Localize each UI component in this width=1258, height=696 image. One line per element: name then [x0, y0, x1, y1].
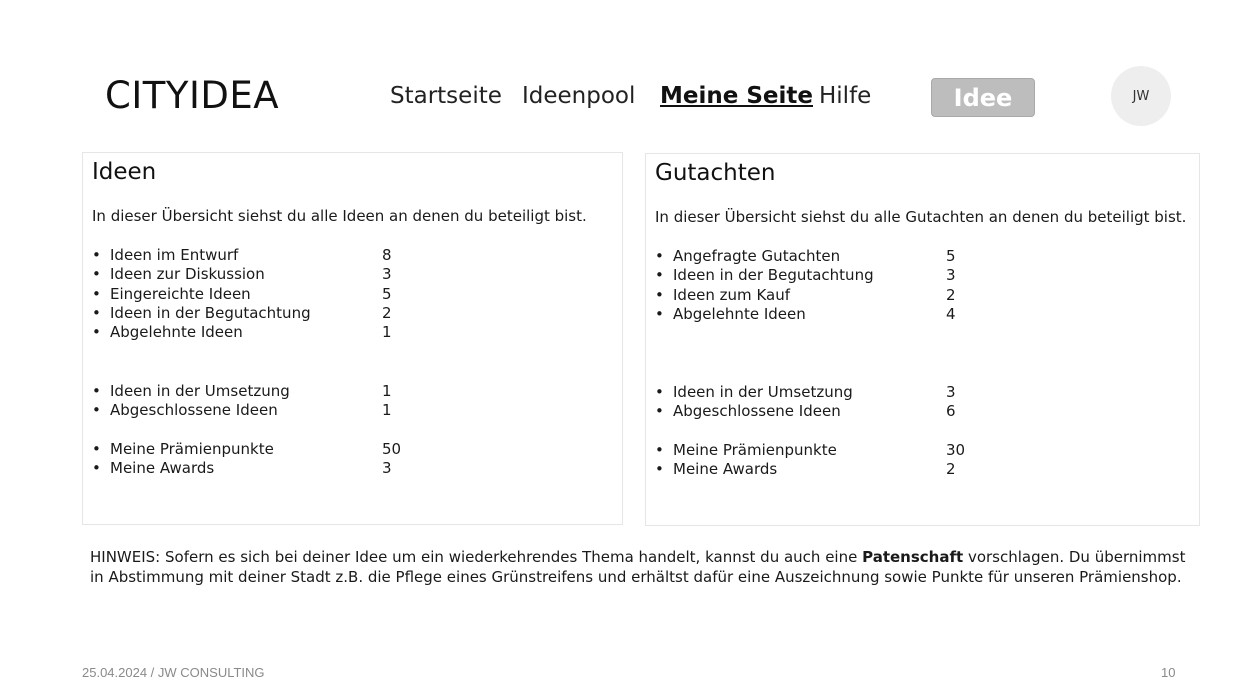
page-number: 10	[1161, 665, 1176, 680]
bullet-icon: •	[655, 402, 664, 421]
gutachten-intro: In dieser Übersicht siehst du alle Gutachten an denen du beteiligt bist.	[655, 208, 1187, 226]
gutachten-title: Gutachten	[655, 160, 776, 186]
bullet-icon: •	[92, 401, 101, 420]
ideen-panel: Ideen In dieser Übersicht siehst du alle Ideen an denen du beteiligt bist. • Ideen im Entwurf 8 • Ideen zur Diskussion 3 • Eingereichte Ideen 5 • Ideen in der Begutachtung 2 • Abgelehnte Ideen 1 • Ideen in der Umsetzung 1 • Abgeschlossene Ideen 1 • Meine Prämienpunkte 50 • Meine Awards 3	[82, 152, 623, 525]
bullet-icon: •	[655, 304, 664, 323]
gutachten-panel: Gutachten In dieser Übersicht siehst du alle Gutachten an denen du beteiligt bist. • Angefragte Gutachten 5 • Ideen in der Begutachtung 3 • Ideen zum Kauf 2 • Abgelehnte Ideen 4 • Ideen in der Umsetzung 3 • Abgeschlossene Ideen 6 • Meine Prämienpunkte 30 • Meine Awards 2	[645, 153, 1200, 526]
bullet-icon: •	[655, 460, 664, 479]
bullet-icon: •	[655, 285, 664, 304]
bullet-icon: •	[655, 441, 664, 459]
ideen-title: Ideen	[92, 159, 157, 185]
bullet-icon: •	[92, 382, 101, 400]
logo[interactable]: CITYIDEA	[105, 74, 280, 117]
bullet-icon: •	[92, 265, 101, 284]
bullet-icon: •	[655, 383, 664, 401]
bullet-icon: •	[92, 246, 101, 264]
nav-meine-seite[interactable]: Meine Seite	[660, 83, 813, 109]
bullet-icon: •	[92, 303, 101, 322]
nav-hilfe[interactable]: Hilfe	[819, 83, 872, 109]
bullet-icon: •	[92, 440, 101, 458]
bullet-icon: •	[655, 247, 664, 265]
ideen-intro: In dieser Übersicht siehst du alle Ideen an denen du beteiligt bist.	[92, 207, 587, 225]
hint-text: HINWEIS: Sofern es sich bei deiner Idee um ein wiederkehrendes Thema handelt, kannst du auch eine Patenschaft vorschlagen. Du übernimmst in Abstimmung mit deiner Stadt z.B. die Pflege eines Grünstreifens und erhältst dafür eine Auszeichnung sowie Punkte für unseren Prämienshop.	[90, 548, 1186, 586]
footer-date-company: 25.04.2024 / JW CONSULTING	[82, 665, 265, 680]
patenschaft-link[interactable]: Patenschaft	[862, 548, 964, 566]
bullet-icon: •	[92, 323, 101, 342]
new-idee-button[interactable]: Idee	[931, 78, 1035, 117]
nav-ideenpool[interactable]: Ideenpool	[522, 83, 636, 109]
nav-startseite[interactable]: Startseite	[390, 83, 502, 109]
avatar[interactable]: JW	[1111, 66, 1171, 126]
bullet-icon: •	[92, 284, 101, 303]
bullet-icon: •	[92, 459, 101, 478]
bullet-icon: •	[655, 266, 664, 285]
